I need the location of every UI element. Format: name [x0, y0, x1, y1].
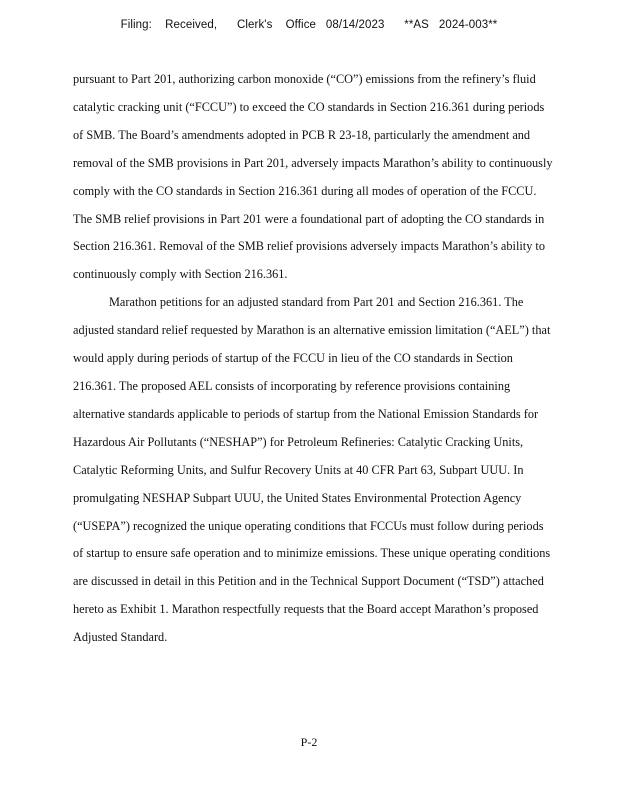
text-line: removal of the SMB provisions in Part 201, adversely impacts Marathon’s ability to continuously [73, 155, 553, 170]
text-line: promulgating NESHAP Subpart UUU, the United States Environmental Protection Agency [73, 490, 522, 505]
text-line: (“USEPA”) recognized the unique operating conditions that FCCUs must follow during periods [73, 518, 544, 533]
text-line: Section 216.361. Removal of the SMB relief provisions adversely impacts Marathon’s ability to [73, 239, 545, 254]
text-line: are discussed in detail in this Petition and in the Technical Support Document (“TSD”) attached [73, 574, 544, 589]
text-line: Hazardous Air Pollutants (“NESHAP”) for Petroleum Refineries: Catalytic Cracking Units, [73, 434, 524, 449]
text-line: alternative standards applicable to periods of startup from the National Emission Standards for [73, 406, 539, 421]
document-body [73, 66, 603, 652]
text-line: Catalytic Reforming Units, and Sulfur Recovery Units at 40 CFR Part 63, Subpart UUU. In [73, 462, 524, 477]
text-line: 216.361. The proposed AEL consists of incorporating by reference provisions containing [73, 378, 511, 393]
paragraph-adjusted-standard [73, 289, 603, 652]
text-line: The SMB relief provisions in Part 201 were a foundational part of adopting the CO standards in [73, 211, 545, 226]
text-line: of SMB. The Board’s amendments adopted in PCB R 23-18, particularly the amendment and [73, 127, 531, 142]
page-number: P-2 [300, 735, 318, 749]
text-line: Adjusted Standard. [73, 630, 168, 645]
text-line: comply with the CO standards in Section 216.361 during all modes of operation of the FCCU. [73, 183, 537, 198]
text-line: would apply during periods of startup of the FCCU in lieu of the CO standards in Section [73, 351, 513, 366]
text-line: pursuant to Part 201, authorizing carbon monoxide (“CO”) emissions from the refinery’s fluid [73, 72, 536, 86]
filing-stamp-header: Filing: Received, Clerk's Office 08/14/2023 **AS 2024-003** [120, 19, 498, 31]
text-line: of startup to ensure safe operation and to minimize emissions. These unique operating conditions [73, 546, 551, 561]
paragraph-continuation [73, 66, 603, 289]
text-line: Marathon petitions for an adjusted standard from Part 201 and Section 216.361. The [109, 295, 524, 310]
text-line: hereto as Exhibit 1. Marathon respectfully requests that the Board accept Marathon’s proposed [73, 602, 539, 617]
text-line: catalytic cracking unit (“FCCU”) to exceed the CO standards in Section 216.361 during periods [73, 99, 545, 114]
text-line: adjusted standard relief requested by Marathon is an alternative emission limitation (“AEL”) that [73, 323, 551, 338]
text-line: continuously comply with Section 216.361. [73, 267, 288, 282]
